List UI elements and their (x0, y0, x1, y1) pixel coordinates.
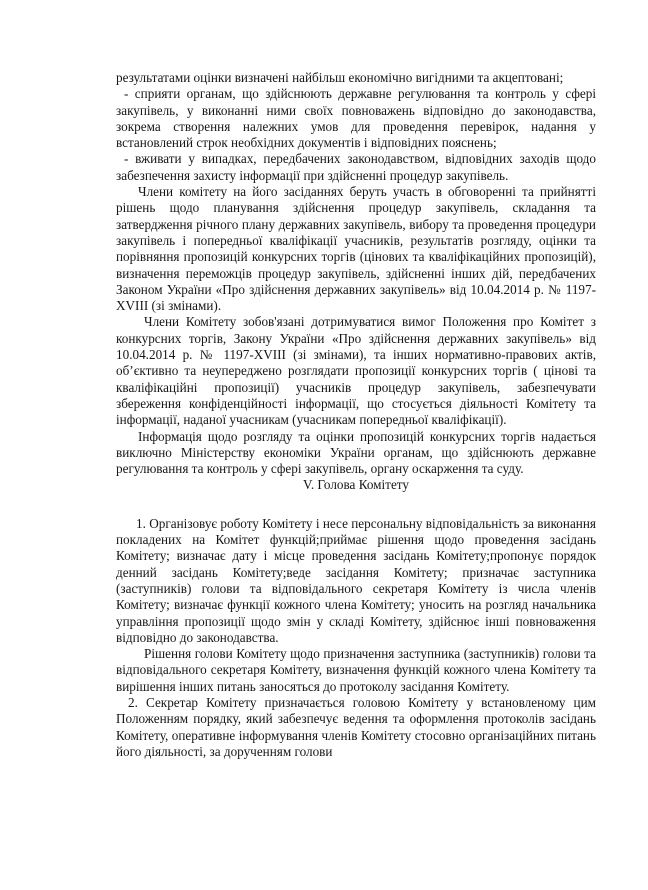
paragraph-members-participation: Члени комітету на його засіданнях беруть участь в обговоренні та прийнятті рішень щодо планування здійснення процедур закупівель, складання та затвердження річного плану державних закупівель, вибору та проведення процедури закупівель і попередньої кваліфікації учасників, результатів розгляду, оцінки та порівняння пропозицій конкурсних торгів (цінових та кваліфікаційних пропозицій), визначення переможців процедур закупівель, здійсненні інших дій, передбачених Законом України «Про здійснення державних закупівель» від 10.04.2014 р. № 1197-XVIII (зі змінами). (116, 184, 596, 314)
paragraph-members-obligations: Члени Комітету зобов'язані дотримуватися вимог Положення про Комітет з конкурсних торгів, Закону України «Про здійснення державних закупівель» від 10.04.2014 р. № 1197-XVIII (зі змінами), та інших нормативно-правових актів, об’єктивно та неупереджено розглядати пропозиції конкурсних торгів ( цінові та кваліфікаційні пропозиції) учасників процедур закупівель, забезпечувати збереження конфіденційності інформації, що стосується діяльності Комітету та інформації, наданої учасникам (учасникам попередньої кваліфікації). (116, 314, 596, 428)
paragraph-continuation: результатами оцінки визначені найбільш економічно вигідними та акцептовані; (116, 70, 564, 85)
section-heading: V. Голова Комітету (303, 477, 409, 493)
numbered-paragraph-2: 2. Секретар Комітету призначається головою Комітету у встановленому цим Положенням порядку, який забезпечує ведення та оформлення протоколів засідань Комітету, оперативне інформування членів Комітету стосовно організаційних питань його діяльності, за дорученням голови (116, 694, 596, 759)
paragraph-information-disclosure: Інформація щодо розгляду та оцінки пропозицій конкурсних торгів надається виключно Міністерству економіки України органам, що здійснюють державне регулювання та контроль у сфері закупівель, органу оскарження та суду. (116, 428, 596, 477)
document-body (116, 70, 596, 760)
bullet-paragraph-assist-control: - сприяти органам, що здійснюють державне регулювання та контроль у сфері закупівель, у виконанні ними своїх повноважень відповідно до законодавства, зокрема створення належних умов для проведення перевірок, надання у встановлений строк необхідних документів і відповідних пояснень; (116, 86, 596, 151)
paragraph-head-decisions: Рішення голови Комітету щодо призначення заступника (заступників) голови та відповідального секретаря Комітету, визначення функцій кожного члена Комітету та вирішення інших питань заносяться до протоколу засідання Комітету. (116, 646, 596, 694)
bullet-paragraph-info-protection: - вживати у випадках, передбачених законодавством, відповідних заходів щодо забезпечення захисту інформації при здійсненні процедур закупівель. (116, 151, 596, 183)
numbered-paragraph-1: 1. Організовує роботу Комітету і несе персональну відповідальність за виконання покладених на Комітет функцій;приймає рішення щодо проведення засідань Комітету; визначає дату і місце проведення засідань Комітету;пропонує порядок денний засідань Комітету;веде засідання Комітету; призначає заступника (заступників) голови та відповідального секретаря Комітету із числа членів Комітету; визначає функції кожного члена Комітету; уносить на розгляд начальника управління пропозиції щодо змін у складі Комітету, здійснює інші повноваження відповідно до законодавства. (116, 515, 596, 645)
